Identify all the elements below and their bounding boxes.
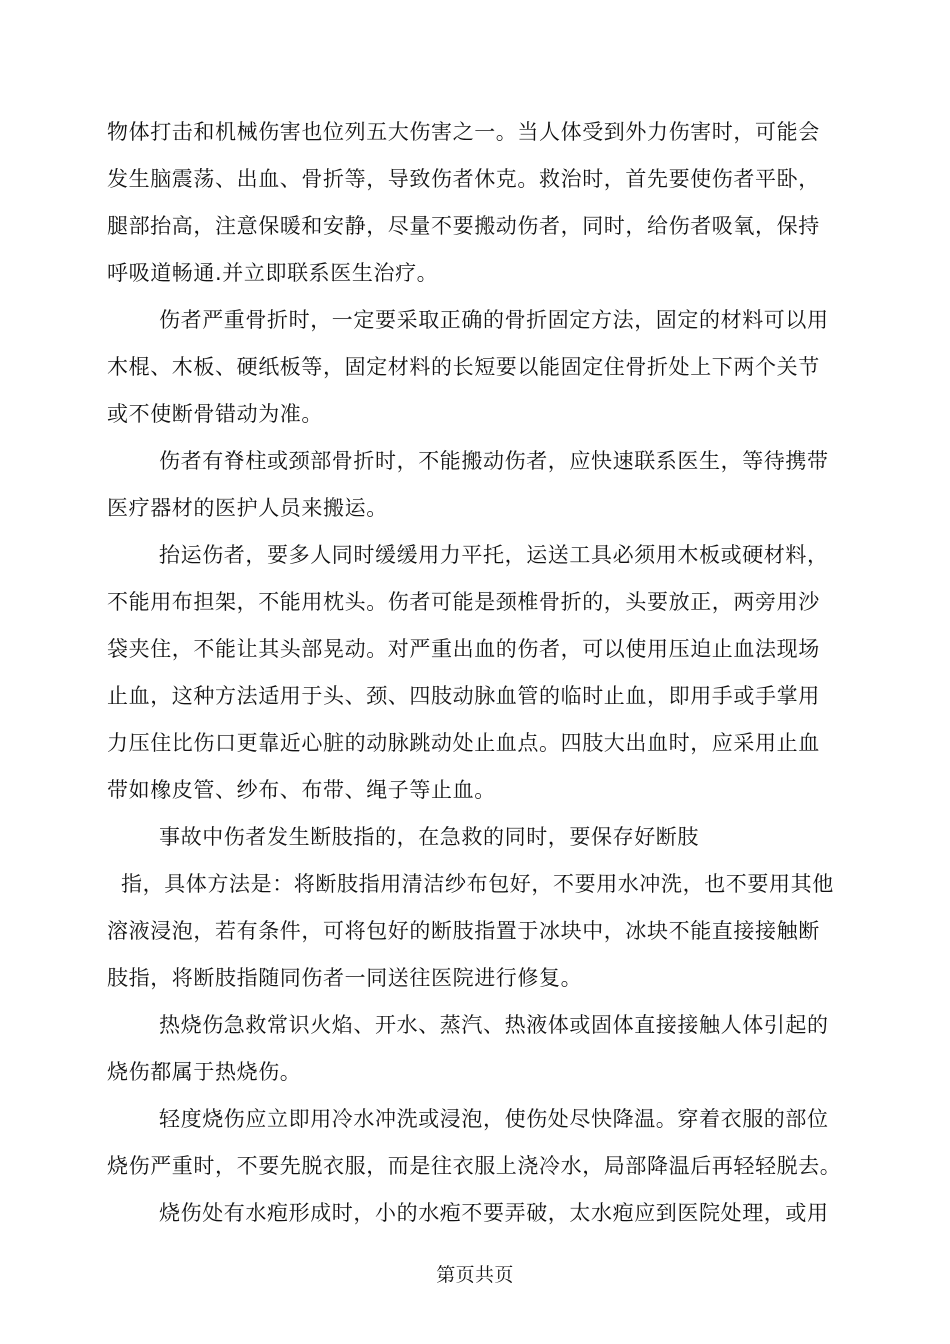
text-line: 止血，这种方法适用于头、颈、四肢动脉血管的临时止血，即用手或手掌用 — [107, 684, 820, 708]
text-line: 指，具体方法是：将断肢指用清洁纱布包好，不要用水冲洗，也不要用其他 — [121, 872, 834, 896]
text-line: 溶液浸泡，若有条件，可将包好的断肢指置于冰块中，冰块不能直接接触断 — [107, 919, 820, 943]
text-line: 腿部抬高，注意保暖和安静，尽量不要搬动伤者，同时，给伤者吸氧，保持 — [107, 214, 820, 238]
text-line: 热烧伤急救常识火焰、开水、蒸汽、热液体或固体直接接触人体引起的 — [159, 1013, 829, 1037]
text-line: 发生脑震荡、出血、骨折等，导致伤者休克。救治时，首先要使伤者平卧， — [107, 167, 820, 191]
text-line: 肢指，将断肢指随同伤者一同送往医院进行修复。 — [107, 966, 583, 990]
text-line: 木棍、木板、硬纸板等，固定材料的长短要以能固定住骨折处上下两个关节 — [107, 355, 820, 379]
text-line: 烧伤严重时，不要先脱衣服，而是往衣服上浇冷水，局部降温后再轻轻脱去。 — [107, 1154, 842, 1178]
text-line: 袋夹住，不能让其头部晃动。对严重出血的伤者，可以使用压迫止血法现场 — [107, 637, 820, 661]
text-line: 呼吸道畅通.并立即联系医生治疗。 — [107, 261, 439, 285]
text-line: 伤者有脊柱或颈部骨折时，不能搬动伤者，应快速联系医生，等待携带 — [159, 449, 829, 473]
text-line: 或不使断骨错动为准。 — [107, 402, 323, 426]
text-line: 烧伤处有水疱形成时，小的水疱不要弄破，太水疱应到医院处理，或用 — [159, 1201, 829, 1225]
text-line: 抬运伤者，要多人同时缓缓用力平托，运送工具必须用木板或硬材料， — [159, 543, 829, 567]
text-line: 烧伤都属于热烧伤。 — [107, 1060, 302, 1084]
text-line: 力压住比伤口更靠近心脏的动脉跳动处止血点。四肢大出血时，应采用止血 — [107, 731, 820, 755]
text-line: 带如橡皮管、纱布、布带、绳子等止血。 — [107, 778, 496, 802]
text-line: 医疗器材的医护人员来搬运。 — [107, 496, 388, 520]
text-line: 轻度烧伤应立即用冷水冲洗或浸泡，使伤处尽快降温。穿着衣服的部位 — [159, 1107, 829, 1131]
text-line: 不能用布担架，不能用枕头。伤者可能是颈椎骨折的，头要放正，两旁用沙 — [107, 590, 820, 614]
text-line: 事故中伤者发生断肢指的，在急救的同时，要保存好断肢 — [159, 825, 699, 849]
text-line: 物体打击和机械伤害也位列五大伤害之一。当人体受到外力伤害时，可能会 — [107, 120, 820, 144]
text-line: 伤者严重骨折时，一定要采取正确的骨折固定方法，固定的材料可以用 — [159, 308, 829, 332]
page-footer: 第页共页 — [436, 1264, 514, 1286]
